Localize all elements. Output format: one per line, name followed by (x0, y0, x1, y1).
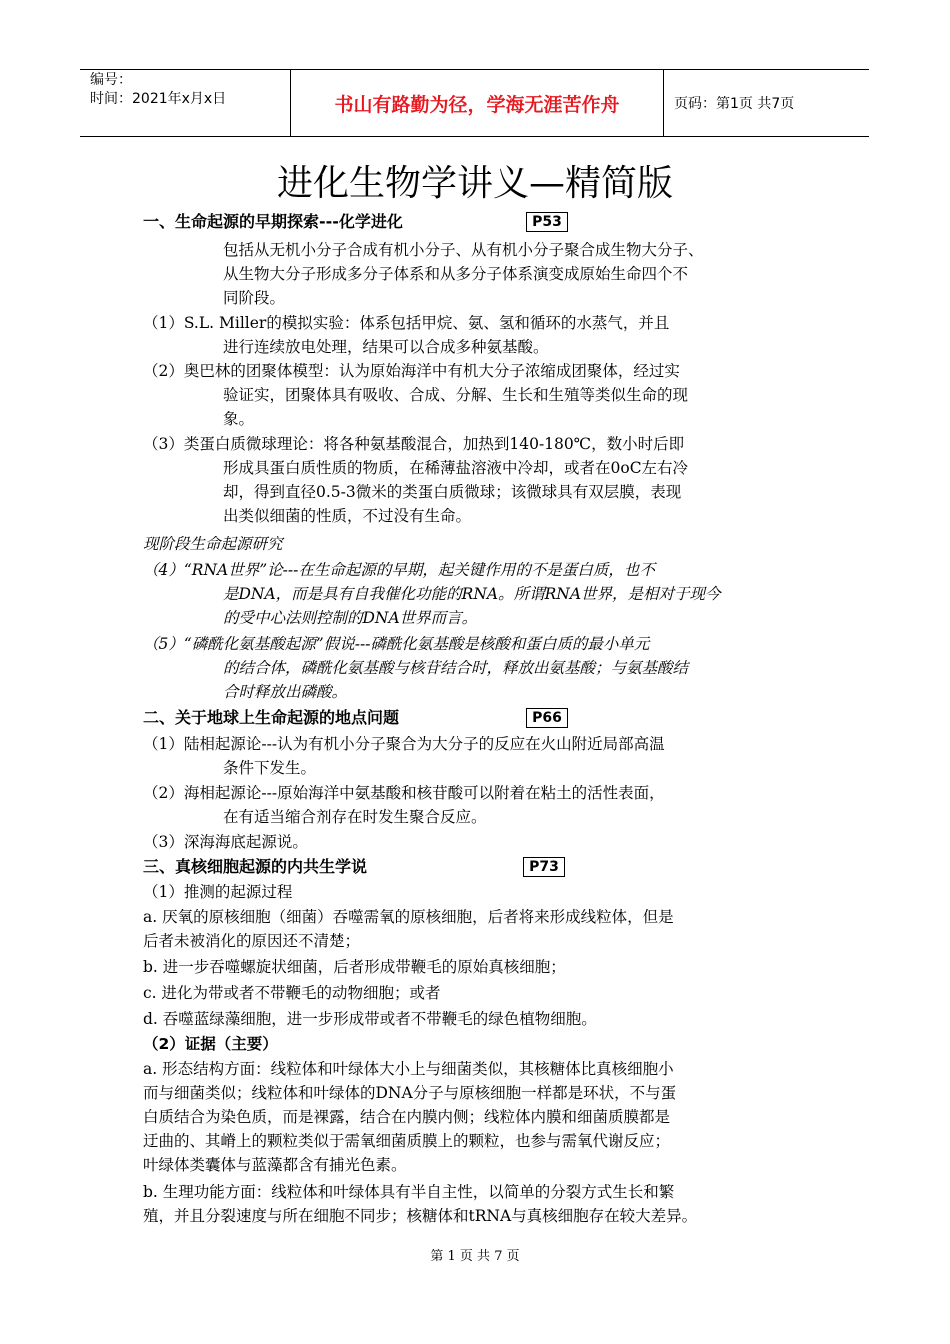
s1-current-label: 现阶段生命起源研究 (143, 535, 283, 553)
section-2-heading: 二、关于地球上生命起源的地点问题 (143, 708, 400, 727)
s3-ea-line-1: a. 形态结构方面：线粒体和叶绿体大小上与细菌类似，其核糖体比真核细胞小 (143, 1060, 674, 1078)
s2-p1-line-2: 条件下发生。 (223, 759, 317, 777)
s3-d: d. 吞噬蓝绿藻细胞，进一步形成带或者不带鞭毛的绿色植物细胞。 (143, 1010, 597, 1028)
s3-sub2: （2）证据（主要） (143, 1035, 278, 1053)
s3-ea-line-5: 叶绿体类囊体与蓝藻都含有捕光色素。 (143, 1156, 407, 1174)
s1-p1-line-2: 进行连续放电处理，结果可以合成多种氨基酸。 (223, 338, 549, 356)
s3-b: b. 进一步吞噬螺旋状细菌，后者形成带鞭毛的原始真核细胞； (143, 958, 566, 976)
header-table (80, 69, 869, 137)
section-1-heading: 一、生命起源的早期探索---化学进化 (143, 212, 403, 231)
s1-p3-line-2: 形成具蛋白质性质的物质，在稀薄盐溶液中冷却，或者在0oC左右冷 (223, 459, 689, 477)
section-3-heading: 三、真核细胞起源的内共生学说 (143, 857, 368, 876)
s1-p4-line-2: 是DNA，而是具有自我催化功能的RNA。所谓RNA世界，是相对于现今 (223, 585, 721, 603)
s1-p5-line-3: 合时释放出磷酸。 (223, 683, 348, 701)
s1-p2-line-2: 验证实，团聚体具有吸收、合成、分解、生长和生殖等类似生命的现 (223, 386, 689, 404)
s1-p2-line-1: （2）奥巴林的团聚体模型：认为原始海洋中有机大分子浓缩成团聚体，经过实 (143, 362, 680, 380)
s3-a-line-2: 后者未被消化的原因还不清楚； (143, 932, 361, 950)
s1-p1-line-1: （1）S.L. Miller的模拟实验：体系包括甲烷、氨、氢和循环的水蒸气，并且 (143, 314, 670, 332)
s1-p3-line-1: （3）类蛋白质微球理论：将各种氨基酸混合，加热到140-180℃，数小时后即 (143, 435, 685, 453)
section-1-page-ref: P53 (526, 212, 568, 232)
s3-eb-line-1: b. 生理功能方面：线粒体和叶绿体具有半自主性，以简单的分裂方式生长和繁 (143, 1183, 675, 1201)
s1-p3-line-4: 出类似细菌的性质，不过没有生命。 (223, 507, 472, 525)
s3-ea-line-4: 迂曲的、其嵴上的颗粒类似于需氧细菌质膜上的颗粒，也参与需氧代谢反应； (143, 1132, 671, 1150)
s1-intro-line-2: 从生物大分子形成多分子体系和从多分子体系演变成原始生命四个不 (223, 265, 689, 283)
header-meta (80, 70, 291, 136)
s1-p3-line-3: 却，得到直径0.5-3微米的类蛋白质微球；该微球具有双层膜，表现 (223, 483, 682, 501)
s3-a-line-1: a. 厌氧的原核细胞（细菌）吞噬需氧的原核细胞，后者将来形成线粒体，但是 (143, 908, 674, 926)
time-label: 时间：2021年x月x日 (90, 91, 227, 107)
s2-p2-line-2: 在有适当缩合剂存在时发生聚合反应。 (223, 808, 487, 826)
s1-p4-line-3: 的受中心法则控制的DNA世界而言。 (223, 609, 478, 627)
s1-p5-line-2: 的结合体，磷酰化氨基酸与核苷结合时，释放出氨基酸；与氨基酸结 (223, 659, 689, 677)
s1-intro-line-1: 包括从无机小分子合成有机小分子、从有机小分子聚合成生物大分子、 (223, 241, 704, 259)
s3-sub1: （1）推测的起源过程 (143, 883, 293, 901)
s1-p2-line-3: 象。 (223, 410, 255, 428)
page-title: 进化生物学讲义—精简版 (276, 163, 673, 204)
s1-p4-line-1: （4）“RNA世界”论---在生命起源的早期，起关键作用的不是蛋白质，也不 (143, 561, 655, 579)
s3-c: c. 进化为带或者不带鞭毛的动物细胞；或者 (143, 984, 441, 1002)
section-2-page-ref: P66 (526, 708, 568, 728)
s2-p3: （3）深海海底起源说。 (143, 833, 308, 851)
s3-eb-line-2: 殖，并且分裂速度与所在细胞不同步；核糖体和tRNA与真核细胞存在较大差异。 (143, 1207, 698, 1225)
number-label: 编号： (90, 72, 132, 88)
header-page-info: 页码：第1页 共7页 (674, 96, 795, 112)
header-motto: 书山有路勤为径，学海无涯苦作舟 (291, 70, 664, 136)
s3-ea-line-2: 而与细菌类似；线粒体和叶绿体的DNA分子与原核细胞一样都是环状，不与蛋 (143, 1084, 677, 1102)
s1-intro-line-3: 同阶段。 (223, 289, 286, 307)
section-3-page-ref: P73 (523, 857, 565, 877)
page-footer: 第 1 页 共 7 页 (430, 1249, 520, 1264)
s1-p5-line-1: （5）“磷酰化氨基酸起源”假说---磷酰化氨基酸是核酸和蛋白质的最小单元 (143, 635, 650, 653)
s3-ea-line-3: 白质结合为染色质，而是裸露，结合在内膜内侧；线粒体内膜和细菌质膜都是 (143, 1108, 671, 1126)
s2-p1-line-1: （1）陆相起源论---认为有机小分子聚合为大分子的反应在火山附近局部高温 (143, 735, 665, 753)
s2-p2-line-1: （2）海相起源论---原始海洋中氨基酸和核苷酸可以附着在粘土的活性表面， (143, 784, 665, 802)
